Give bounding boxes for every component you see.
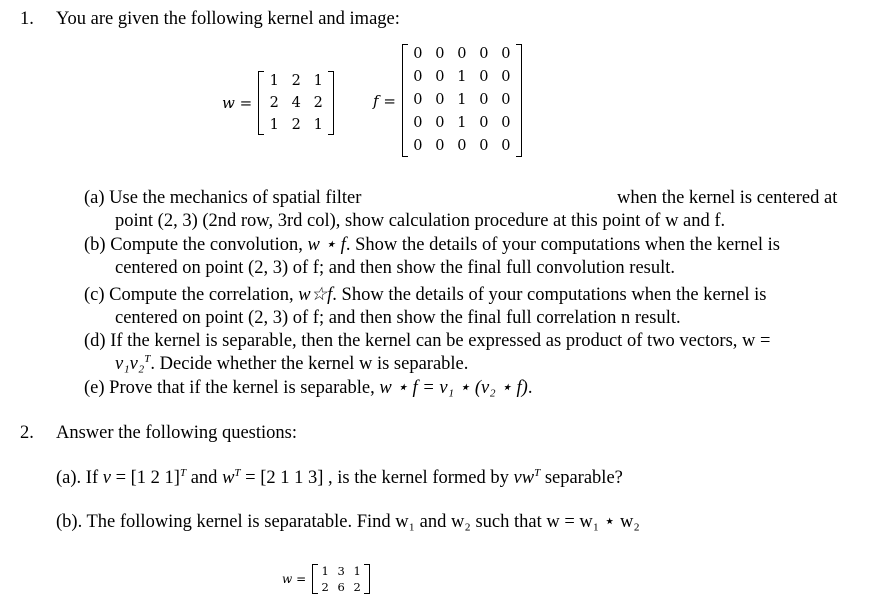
q1-part-a-line1-right: when the kernel is centered at [617,188,838,208]
q2-kernel-w-cell: 1 [321,564,329,578]
q2-kernel-w-cell: 2 [353,580,361,594]
image-f-cell: 0 [479,92,489,108]
image-f-body [402,43,522,158]
question-1-number: 1. [20,9,34,29]
image-f-cell: 0 [501,46,511,62]
image-f-cell: 0 [457,138,467,154]
image-f-row [407,112,517,135]
question-1-intro: You are given the following kernel and image: [56,9,400,29]
q1-part-d-line2: v₁v₂$^T$. Decide whether the kernel w is separable. [115,352,469,374]
image-f-row [407,89,517,112]
kernel-w-body [258,70,334,136]
kernel-w-cell: 1 [313,117,323,133]
image-f-cell: 0 [501,138,511,154]
image-f-row [407,66,517,89]
q2-kernel-w-body [312,563,370,595]
q2-kernel-w-matrix [282,563,370,595]
kernel-w-cell: 2 [291,73,301,89]
image-f-cell: 0 [479,115,489,131]
kernel-w-row [263,70,329,92]
image-f-cell: 0 [413,115,423,131]
image-f-cell: 0 [501,92,511,108]
kernel-w-cell: 2 [291,117,301,133]
question-2-intro: Answer the following questions: [56,423,297,443]
image-f-cell: 0 [435,92,445,108]
image-f-cell: 0 [479,46,489,62]
q1-part-b-line1: (b) Compute the convolution, w ⋆ f. Show the details of your computations when the kernel is [84,235,780,255]
image-f-cell: 0 [413,69,423,85]
kernel-w-cell: 4 [291,95,301,111]
q2-part-b: (b). The following kernel is separatable. Find w₁ and w₂ such that w = w₁ ⋆ w₂ [56,512,640,532]
image-f-cell: 1 [457,69,467,85]
image-f-cell: 0 [413,138,423,154]
image-f-cell: 0 [435,46,445,62]
image-f-matrix [373,43,522,158]
kernel-w-label: w = [222,94,253,112]
kernel-w-cell: 1 [269,117,279,133]
kernel-w-cell: 2 [313,95,323,111]
image-f-cell: 0 [457,46,467,62]
kernel-w-cell: 1 [269,73,279,89]
q2-kernel-w-cell: 6 [337,580,345,594]
image-f-cell: 0 [479,138,489,154]
q2-kernel-w-label: w = [282,572,307,586]
image-f-cell: 0 [479,69,489,85]
q2-kernel-w-cell: 2 [321,580,329,594]
q2-part-a: (a). If v = [1 2 1]$^T$ and $w^T = [2$ 1 1 3] , is the kernel formed by $vw^T$ separable? [56,466,623,488]
image-f-label: f = [373,91,396,110]
q1-part-b-line2: centered on point (2, 3) of f; and then show the final full convolution result. [115,258,676,278]
kernel-w-cell: 1 [313,73,323,89]
q1-part-a-line2: point (2, 3) (2nd row, 3rd col), show calculation procedure at this point of w and f. [115,211,726,231]
image-f-cell: 0 [435,69,445,85]
image-f-cell: 0 [435,115,445,131]
kernel-w-row [263,92,329,114]
q2-kernel-w-cell: 1 [353,564,361,578]
image-f-row [407,135,517,158]
image-f-row [407,43,517,66]
image-f-cell: 0 [413,92,423,108]
q1-part-c-line2: centered on point (2, 3) of f; and then show the final full correlation n result. [115,308,681,328]
image-f-cell: 0 [501,115,511,131]
image-f-cell: 1 [457,92,467,108]
kernel-w-row [263,114,329,136]
image-f-cell: 0 [501,69,511,85]
q1-part-d-line1: (d) If the kernel is separable, then the kernel can be expressed as product of two vectors, w = [84,331,771,351]
kernel-w-cell: 2 [269,95,279,111]
question-2-number: 2. [20,423,34,443]
image-f-cell: 1 [457,115,467,131]
q2-kernel-w-row [317,579,365,595]
image-f-cell: 0 [413,46,423,62]
q1-part-a-line1-left: (a) Use the mechanics of spatial filter [84,188,362,208]
q2-kernel-w-row [317,563,365,579]
kernel-w-matrix [222,70,334,136]
image-f-cell: 0 [435,138,445,154]
q1-part-c-line1: (c) Compute the correlation, w☆f. Show the details of your computations when the kernel is [84,285,767,305]
q2-kernel-w-cell: 3 [337,564,345,578]
q1-part-e-line: (e) Prove that if the kernel is separable, w ⋆ f = v₁ ⋆ (v₂ ⋆ f). [84,378,533,398]
